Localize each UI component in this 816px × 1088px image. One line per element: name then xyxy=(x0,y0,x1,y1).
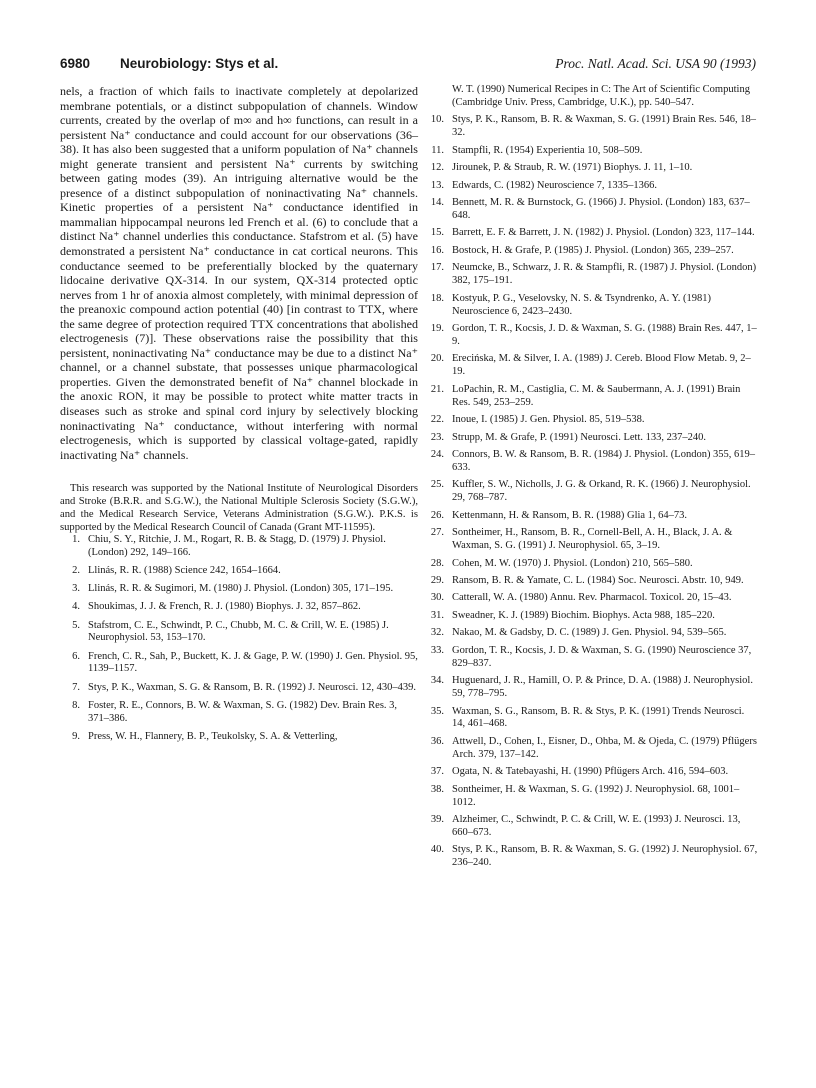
reference-text: Edwards, C. (1982) Neuroscience 7, 1335–1366. xyxy=(452,179,657,191)
reference-text: Neumcke, B., Schwarz, J. R. & Stampfli, R. (1987) J. Physiol. (London) 382, 175–191. xyxy=(452,262,757,287)
discussion-paragraph: nels, a fraction of which fails to inactivate completely at depolarized membrane potentials, or a distinct subpopulation of channels. Window currents, created by the overlap of m∞ and h∞ functions, can result in a persistent Na⁺ conductance and could account for our observations (36–38). It has also been suggested that a uniform population of Na⁺ channels might generate transient and persistent Na⁺ currents by switching between gating modes (39). An intriguing alternative would be the presence of a distinct subpopulation of noninactivating Na⁺ channels. Kinetic properties of a persistent Na⁺ conductance identified in mammalian hippocampal neurons led French et al. (6) to conclude that a distinct Na⁺ channel underlies this conductance. Stafstrom et al. (5) have demonstrated a persistent Na⁺ conductance in cat cortical neurons. This conductance seemed to be preferentially blocked by the quaternary lidocaine derivative QX-314. In our system, QX-314 protected optic nerves from 1 hr of anoxia almost completely, with minimal depression of the preanoxic compound action potential (40) [in contrast to TTX, where the same degree of protection required TTX concentrations that abolished electrogenesis (7)]. These observations raise the possibility that this persistent, noninactivating Na⁺ conductance may be due to a distinct Na⁺ channel, or a channel substate, that possesses unique pharmacological properties. Given the demonstrated benefit of Na⁺ channel blockade in the anoxic RON, it may be possible to protect white matter tracts in diseases such as stroke and spinal cord injury by selectively blocking noninactivating Na⁺ conductance, without interfering with normal electrogenesis, which is supported by classical voltage-gated, rapidly inactivating Na⁺ channels. xyxy=(60,84,418,462)
reference-item xyxy=(424,814,758,840)
reference-text: Gordon, T. R., Kocsis, J. D. & Waxman, S. G. (1990) Neuroscience 37, 829–837. xyxy=(452,644,752,669)
reference-number: 17. xyxy=(430,262,444,274)
page-header xyxy=(60,56,756,76)
reference-text: Inoue, I. (1985) J. Gen. Physiol. 85, 519–538. xyxy=(452,414,645,426)
reference-text: Alzheimer, C., Schwindt, P. C. & Crill, W. E. (1993) J. Neurosci. 13, 660–673. xyxy=(452,814,741,838)
reference-text: Nakao, M. & Gadsby, D. C. (1989) J. Gen. Physiol. 94, 539–565. xyxy=(452,627,727,639)
reference-text: Kuffler, S. W., Nicholls, J. G. & Orkand, R. K. (1966) J. Neurophysiol. 29, 768–787. xyxy=(452,479,751,504)
reference-item xyxy=(424,384,758,410)
reference-number: 5. xyxy=(72,619,80,631)
reference-number: 18. xyxy=(430,292,444,304)
reference-text: Gordon, T. R., Kocsis, J. D. & Waxman, S. G. (1988) Brain Res. 447, 1–9. xyxy=(452,323,757,347)
reference-item xyxy=(424,197,758,223)
reference-text: Sweadner, K. J. (1989) Biochim. Biophys. Acta 988, 185–220. xyxy=(452,609,715,621)
reference-item xyxy=(424,245,758,258)
reference-number: 24. xyxy=(430,449,444,460)
reference-number: 6. xyxy=(72,650,80,662)
reference-item xyxy=(424,844,758,870)
reference-item xyxy=(424,353,758,379)
reference-item xyxy=(424,527,758,553)
reference-number: 39. xyxy=(430,814,444,826)
reference-text: Bostock, H. & Grafe, P. (1985) J. Physiol. (London) 365, 239–257. xyxy=(452,244,734,256)
reference-text: Sontheimer, H., Ransom, B. R., Cornell-Bell, A. H., Black, J. A. & Waxman, S. G. (1991) J. Neurophysiol. 65, 3–19. xyxy=(452,527,733,552)
reference-number: 10. xyxy=(430,114,444,126)
reference-number: 15. xyxy=(430,227,444,239)
reference-number: 28. xyxy=(430,557,444,569)
journal-citation: Proc. Natl. Acad. Sci. USA 90 (1993) xyxy=(555,56,756,71)
reference-number: 26. xyxy=(430,509,444,521)
reference-number: 12. xyxy=(430,162,444,174)
reference-text: Stampfli, R. (1954) Experientia 10, 508–509. xyxy=(452,144,643,156)
reference-item xyxy=(424,414,758,427)
reference-item xyxy=(60,651,418,677)
running-title: Neurobiology: Stys et al. xyxy=(120,56,279,71)
reference-number: 38. xyxy=(430,783,444,795)
reference-text: Ogata, N. & Tatebayashi, H. (1990) Pflügers Arch. 416, 594–603. xyxy=(452,766,729,778)
reference-number: 20. xyxy=(430,353,444,365)
reference-number: 27. xyxy=(430,527,444,539)
reference-text: Ransom, B. R. & Yamate, C. L. (1984) Soc. Neurosci. Abstr. 10, 949. xyxy=(452,574,744,586)
reference-list-left xyxy=(60,534,418,743)
reference-list-right xyxy=(424,114,758,870)
reference-item xyxy=(424,262,758,288)
reference-item xyxy=(424,766,758,779)
reference-text: Stys, P. K., Ransom, B. R. & Waxman, S. G. (1992) J. Neurophysiol. 67, 236–240. xyxy=(452,844,758,869)
acknowledgment-text: This research was supported by the National Institute of Neurological Disorders and Stroke (B.R.R. and S.G.W.), the National Multiple Sclerosis Society (S.G.W.), and the Medical Research Service, Veterans Administration (S.G.W.). P.K.S. is supported by the Medical Research Council of Canada (Grant MT-11595). xyxy=(60,483,418,534)
reference-text: Attwell, D., Cohen, I., Eisner, D., Ohba, M. & Ojeda, C. (1979) Pflügers Arch. 379, 137–142. xyxy=(452,735,757,760)
reference-item xyxy=(424,558,758,571)
reference-number: 8. xyxy=(72,699,80,711)
reference-item xyxy=(424,449,758,475)
reference-item xyxy=(60,583,418,596)
reference-number: 29. xyxy=(430,574,444,586)
reference-number: 14. xyxy=(430,197,444,209)
reference-item xyxy=(60,700,418,726)
reference-item xyxy=(424,675,758,701)
reference-text: Erecińska, M. & Silver, I. A. (1989) J. Cereb. Blood Flow Metab. 9, 2–19. xyxy=(452,353,751,378)
reference-item xyxy=(60,682,418,695)
reference-text: Connors, B. W. & Ransom, B. R. (1984) J. Physiol. (London) 355, 619–633. xyxy=(452,449,756,473)
reference-item xyxy=(424,592,758,605)
reference-number: 34. xyxy=(430,675,444,687)
reference-item xyxy=(424,645,758,671)
left-column xyxy=(60,84,418,749)
reference-number: 7. xyxy=(72,681,80,693)
reference-item xyxy=(424,627,758,640)
reference-item xyxy=(424,479,758,505)
reference-item xyxy=(424,575,758,588)
reference-item xyxy=(424,323,758,349)
reference-item xyxy=(424,432,758,445)
reference-item xyxy=(424,227,758,240)
reference-number: 40. xyxy=(430,844,444,856)
reference-number: 9. xyxy=(72,730,80,742)
reference-9-continuation: W. T. (1990) Numerical Recipes in C: The Art of Scientific Computing (Cambridge Univ. Press, Cambridge, U.K.), pp. 540–547. xyxy=(452,84,750,108)
reference-text: Barrett, E. F. & Barrett, J. N. (1982) J. Physiol. (London) 323, 117–144. xyxy=(452,227,755,239)
reference-item xyxy=(424,145,758,158)
reference-text: French, C. R., Sah, P., Buckett, K. J. & Gage, P. W. (1990) J. Gen. Physiol. 95, 1139–1157. xyxy=(88,650,418,675)
reference-text: Waxman, S. G., Ransom, B. R. & Stys, P. K. (1991) Trends Neurosci. 14, 461–468. xyxy=(452,705,745,730)
reference-text: Stys, P. K., Ransom, B. R. & Waxman, S. G. (1991) Brain Res. 546, 18–32. xyxy=(452,114,757,139)
reference-number: 23. xyxy=(430,431,444,443)
reference-text: Kettenmann, H. & Ransom, B. R. (1988) Glia 1, 64–73. xyxy=(452,509,688,521)
reference-item xyxy=(60,534,418,560)
reference-number: 11. xyxy=(431,144,444,156)
reference-text: Jirounek, P. & Straub, R. W. (1971) Biophys. J. 11, 1–10. xyxy=(452,162,693,174)
reference-number: 16. xyxy=(430,244,444,256)
reference-number: 2. xyxy=(72,565,80,577)
reference-text: Catterall, W. A. (1980) Annu. Rev. Pharmacol. Toxicol. 20, 15–43. xyxy=(452,592,732,604)
reference-number: 3. xyxy=(72,583,80,595)
reference-text: Bennett, M. R. & Burnstock, G. (1966) J. Physiol. (London) 183, 637–648. xyxy=(452,197,750,221)
reference-item xyxy=(60,731,418,744)
reference-text: Llinás, R. R. & Sugimori, M. (1980) J. Physiol. (London) 305, 171–195. xyxy=(88,583,394,595)
reference-item xyxy=(60,601,418,614)
reference-item xyxy=(424,180,758,193)
reference-item xyxy=(60,565,418,578)
reference-number: 37. xyxy=(430,766,444,778)
reference-item xyxy=(424,706,758,732)
reference-text: Shoukimas, J. J. & French, R. J. (1980) Biophys. J. 32, 857–862. xyxy=(88,601,361,613)
reference-number: 4. xyxy=(72,601,80,613)
reference-item xyxy=(424,162,758,175)
reference-text: Stys, P. K., Waxman, S. G. & Ransom, B. R. (1992) J. Neurosci. 12, 430–439. xyxy=(88,681,416,693)
reference-text: LoPachin, R. M., Castiglia, C. M. & Saubermann, A. J. (1991) Brain Res. 549, 253–259. xyxy=(452,383,741,408)
reference-text: Foster, R. E., Connors, B. W. & Waxman, S. G. (1982) Dev. Brain Res. 3, 371–386. xyxy=(88,699,398,724)
reference-text: Sontheimer, H. & Waxman, S. G. (1992) J. Neurophysiol. 68, 1001–1012. xyxy=(452,783,740,808)
reference-text: Huguenard, J. R., Hamill, O. P. & Prince, D. A. (1988) J. Neurophysiol. 59, 778–795. xyxy=(452,675,753,700)
reference-text: Strupp, M. & Grafe, P. (1991) Neurosci. Lett. 133, 237–240. xyxy=(452,431,707,443)
reference-number: 13. xyxy=(430,179,444,191)
reference-number: 21. xyxy=(430,383,444,395)
reference-item xyxy=(424,510,758,523)
reference-number: 33. xyxy=(430,644,444,656)
reference-text: Llinás, R. R. (1988) Science 242, 1654–1664. xyxy=(88,565,281,577)
reference-text: Kostyuk, P. G., Veselovsky, N. S. & Tsyndrenko, A. Y. (1981) Neuroscience 6, 2423–2430. xyxy=(452,292,711,317)
reference-text: Chiu, S. Y., Ritchie, J. M., Rogart, R. B. & Stagg, D. (1979) J. Physiol. (London) 292, 149–166. xyxy=(88,534,386,559)
reference-item xyxy=(424,293,758,319)
reference-item xyxy=(424,610,758,623)
reference-item xyxy=(424,736,758,762)
right-column xyxy=(424,84,758,875)
reference-number: 36. xyxy=(430,735,444,747)
reference-number: 22. xyxy=(430,414,444,426)
reference-number: 19. xyxy=(430,323,444,335)
reference-number: 30. xyxy=(430,592,444,604)
page-number: 6980 xyxy=(60,56,91,71)
reference-number: 31. xyxy=(430,609,444,621)
reference-number: 1. xyxy=(72,534,80,546)
reference-number: 35. xyxy=(430,705,444,717)
acknowledgment-section xyxy=(60,482,418,534)
reference-text: Stafstrom, C. E., Schwindt, P. C., Chubb, M. C. & Crill, W. E. (1985) J. Neurophysiol. 53, 153–170. xyxy=(88,619,389,644)
reference-text: Cohen, M. W. (1970) J. Physiol. (London) 210, 565–580. xyxy=(452,557,693,569)
reference-number: 32. xyxy=(430,627,444,639)
reference-text: Press, W. H., Flannery, B. P., Teukolsky, S. A. & Vetterling, xyxy=(88,730,338,742)
reference-number: 25. xyxy=(430,479,444,491)
reference-item xyxy=(60,620,418,646)
reference-item xyxy=(424,784,758,810)
reference-item xyxy=(424,114,758,140)
